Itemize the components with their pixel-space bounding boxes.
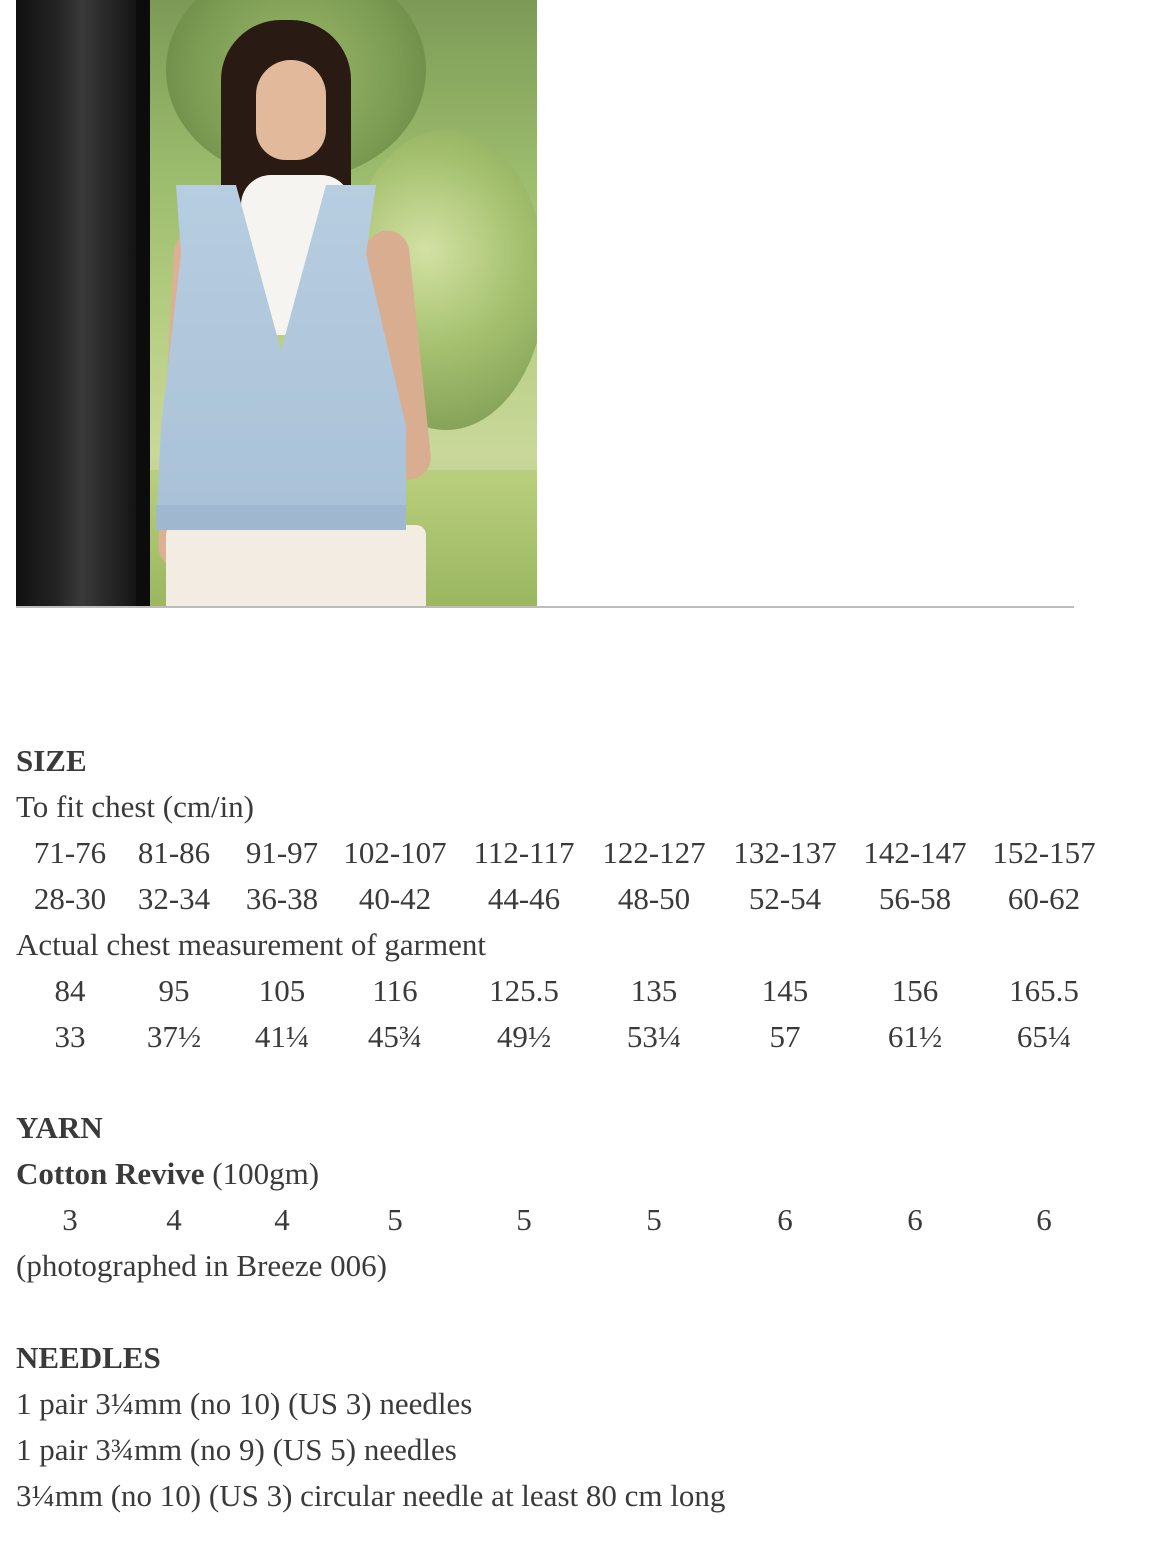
model-photo xyxy=(16,0,537,606)
size-cell: 125.5 xyxy=(489,973,559,1008)
size-cell: 45¾ xyxy=(367,1019,423,1054)
model-face xyxy=(256,60,326,160)
vest-rib-hem xyxy=(156,505,406,530)
balls-cell: 4 xyxy=(274,1202,290,1237)
size-cell: 41¼ xyxy=(254,1019,310,1054)
size-cell: 165.5 xyxy=(1009,973,1079,1008)
size-cell: 156 xyxy=(891,973,939,1008)
yarn-name: Cotton Revive xyxy=(16,1156,205,1191)
size-cell: 48-50 xyxy=(617,881,691,916)
size-cell: 60-62 xyxy=(1007,881,1081,916)
to-fit-label: To fit chest (cm/in) xyxy=(16,789,255,824)
size-cell: 112-117 xyxy=(473,835,575,870)
size-cell: 49½ xyxy=(496,1019,552,1054)
size-cell: 37½ xyxy=(146,1019,202,1054)
needle-item: 1 pair 3¾mm (no 9) (US 5) needles xyxy=(16,1432,457,1467)
size-cell: 116 xyxy=(372,973,418,1008)
size-cell: 135 xyxy=(630,973,678,1008)
needle-item: 3¼mm (no 10) (US 3) circular needle at least 80 cm long xyxy=(16,1478,726,1513)
size-cell: 53¼ xyxy=(626,1019,682,1054)
size-cell: 132-137 xyxy=(733,835,837,870)
yarn-name-line xyxy=(16,1151,319,1197)
size-cell: 91-97 xyxy=(245,835,319,870)
yarn-heading: YARN xyxy=(16,1110,103,1145)
size-cell: 65¼ xyxy=(1016,1019,1072,1054)
size-cell: 56-58 xyxy=(878,881,952,916)
size-cell: 40-42 xyxy=(358,881,432,916)
needles-heading: NEEDLES xyxy=(16,1340,161,1375)
size-cell: 122-127 xyxy=(602,835,706,870)
size-cell: 36-38 xyxy=(245,881,319,916)
size-cell: 84 xyxy=(54,973,86,1008)
balls-cell: 6 xyxy=(1036,1202,1052,1237)
size-cell: 32-34 xyxy=(137,881,211,916)
size-cell: 44-46 xyxy=(487,881,561,916)
balls-cell: 6 xyxy=(907,1202,923,1237)
balls-cell: 5 xyxy=(516,1202,532,1237)
size-cell: 61½ xyxy=(887,1019,943,1054)
size-heading: SIZE xyxy=(16,743,87,778)
size-cell: 52-54 xyxy=(748,881,822,916)
actual-cm-row xyxy=(16,968,1136,1014)
yarn-weight: (100gm) xyxy=(212,1156,320,1191)
size-cell: 33 xyxy=(54,1019,86,1054)
size-cell: 102-107 xyxy=(343,835,447,870)
size-cell: 71-76 xyxy=(33,835,107,870)
actual-chest-label: Actual chest measurement of garment xyxy=(16,927,486,962)
balls-cell: 5 xyxy=(646,1202,662,1237)
balls-cell: 6 xyxy=(777,1202,793,1237)
size-cell: 57 xyxy=(769,1019,801,1054)
balls-cell: 4 xyxy=(166,1202,182,1237)
divider-line xyxy=(16,606,1074,608)
door-frame xyxy=(16,0,136,606)
size-cell: 28-30 xyxy=(33,881,107,916)
to-fit-cm-row xyxy=(16,830,1136,876)
photographed-note: (photographed in Breeze 006) xyxy=(16,1248,388,1283)
balls-cell: 5 xyxy=(387,1202,403,1237)
door-frame-edge xyxy=(136,0,150,606)
to-fit-in-row xyxy=(16,876,1136,922)
size-cell: 95 xyxy=(158,973,190,1008)
balls-cell: 3 xyxy=(62,1202,78,1237)
actual-in-row xyxy=(16,1014,1136,1060)
size-cell: 142-147 xyxy=(863,835,967,870)
yarn-balls-row xyxy=(16,1197,1136,1243)
size-cell: 145 xyxy=(761,973,809,1008)
model-trousers xyxy=(166,525,426,606)
size-cell: 81-86 xyxy=(137,835,211,870)
size-cell: 152-157 xyxy=(992,835,1096,870)
size-cell: 105 xyxy=(258,973,306,1008)
needle-item: 1 pair 3¼mm (no 10) (US 3) needles xyxy=(16,1386,473,1421)
